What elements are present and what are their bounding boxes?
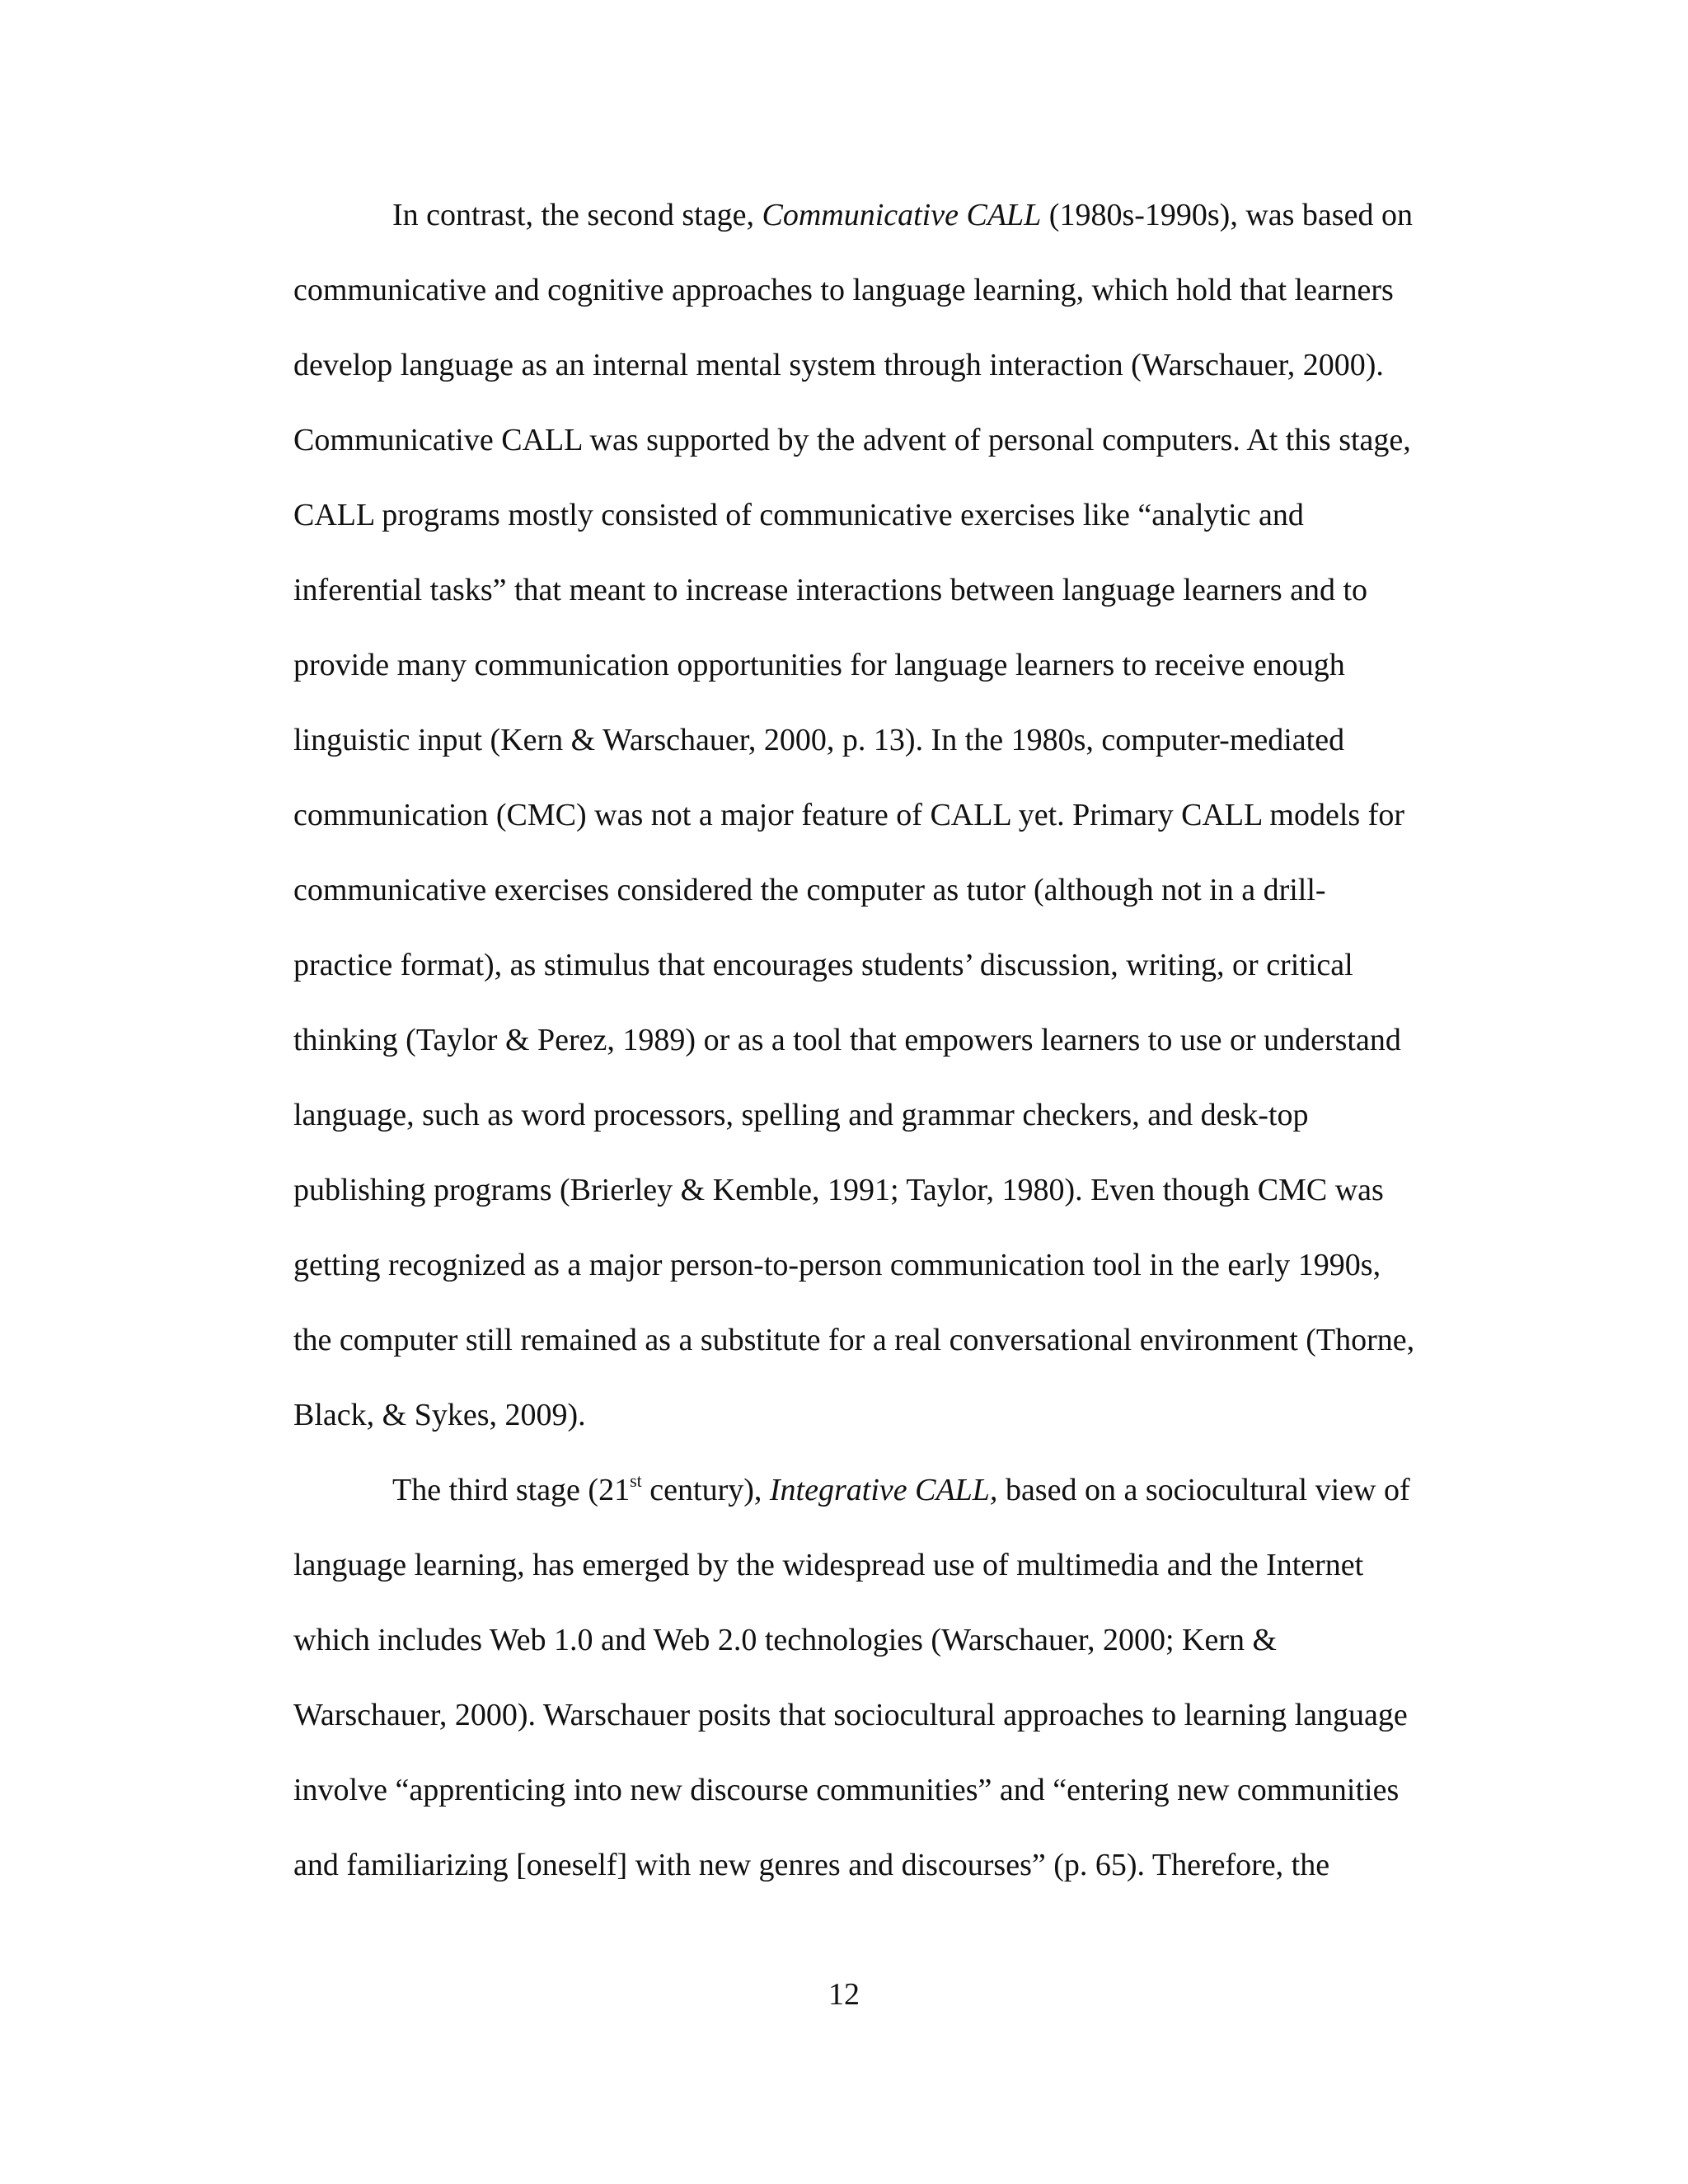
paragraph-1-line-12: thinking (Taylor & Perez, 1989) or as a tool that empowers learners to use or understand bbox=[293, 1023, 1401, 1057]
paragraph-1-line-15: getting recognized as a major person-to-person communication tool in the early 1990s, bbox=[293, 1248, 1381, 1282]
paragraph-1-line-11: practice format), as stimulus that encourages students’ discussion, writing, or critical bbox=[293, 948, 1353, 982]
paragraph-2-line-6: and familiarizing [oneself] with new genres and discourses” (p. 65). Therefore, the bbox=[293, 1848, 1330, 1882]
text-run: century), bbox=[641, 1473, 770, 1507]
paragraph-1-line-9: communication (CMC) was not a major feature of CALL yet. Primary CALL models for bbox=[293, 798, 1404, 832]
paragraph-1-line-14: publishing programs (Brierley & Kemble, 1991; Taylor, 1980). Even though CMC was bbox=[293, 1173, 1384, 1207]
paragraph-2-line-5: involve “apprenticing into new discourse communities” and “entering new communities bbox=[293, 1773, 1400, 1807]
italic-term: Integrative CALL, bbox=[769, 1473, 998, 1507]
paragraph-2-line-2: language learning, has emerged by the widespread use of multimedia and the Internet bbox=[293, 1548, 1364, 1582]
paragraph-1-line-3: develop language as an internal mental system through interaction (Warschauer, 2000). bbox=[293, 348, 1384, 382]
paragraph-1-line-8: linguistic input (Kern & Warschauer, 2000, p. 13). In the 1980s, computer-mediated bbox=[293, 723, 1345, 757]
italic-term: Communicative CALL bbox=[762, 198, 1042, 232]
paragraph-1-line-13: language, such as word processors, spelling and grammar checkers, and desk-top bbox=[293, 1098, 1309, 1132]
paragraph-1-line-7: provide many communication opportunities for language learners to receive enough bbox=[293, 648, 1345, 682]
superscript: st bbox=[630, 1470, 642, 1492]
text-run: based on a sociocultural view of bbox=[997, 1473, 1410, 1507]
paragraph-1-line-17: Black, & Sykes, 2009). bbox=[293, 1398, 586, 1432]
paragraph-1-line-16: the computer still remained as a substitute for a real conversational environment (Thorne, bbox=[293, 1323, 1415, 1357]
paragraph-1-line-4: Communicative CALL was supported by the advent of personal computers. At this stage, bbox=[293, 423, 1411, 457]
paragraph-2-line-1 bbox=[392, 1471, 1410, 1509]
text-run: The third stage (21 bbox=[392, 1473, 631, 1507]
paragraph-1-line-2: communicative and cognitive approaches to language learning, which hold that learners bbox=[293, 273, 1394, 307]
page-number: 12 bbox=[828, 1977, 860, 2012]
paragraph-1-line-6: inferential tasks” that meant to increase interactions between language learners and to bbox=[293, 573, 1368, 607]
text-run: In contrast, the second stage, bbox=[392, 198, 762, 232]
paragraph-2-line-4: Warschauer, 2000). Warschauer posits that sociocultural approaches to learning language bbox=[293, 1698, 1408, 1732]
text-run: (1980s-1990s), was based on bbox=[1041, 198, 1413, 232]
paragraph-1-line-1 bbox=[392, 196, 1413, 234]
paragraph-1-line-5: CALL programs mostly consisted of communicative exercises like “analytic and bbox=[293, 498, 1304, 532]
paragraph-2-line-3: which includes Web 1.0 and Web 2.0 technologies (Warschauer, 2000; Kern & bbox=[293, 1623, 1278, 1657]
paragraph-1-line-10: communicative exercises considered the computer as tutor (although not in a drill- bbox=[293, 873, 1326, 907]
